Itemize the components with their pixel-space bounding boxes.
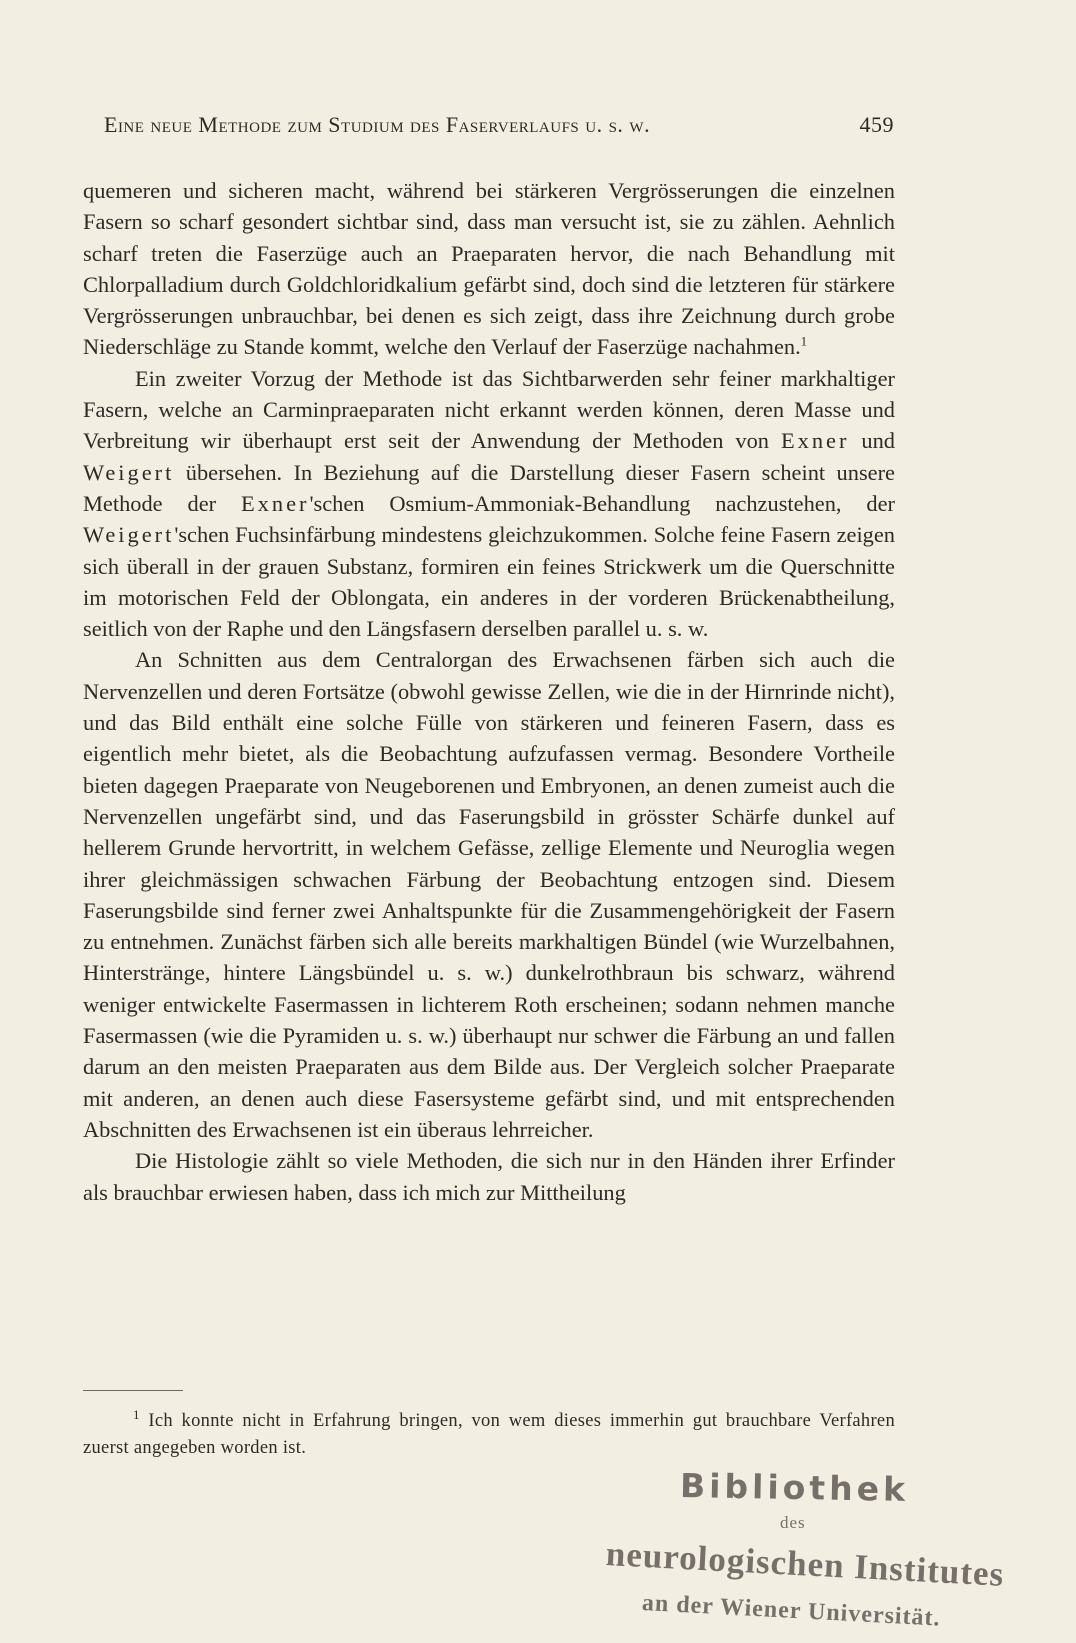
running-header-title: Eine neue Methode zum Studium des Faserverlaufs u. s. w.: [104, 112, 651, 137]
text-segment: 'schen Fuchsinfärbung mindestens gleichzukommen. Solche feine Fasern zeigen sich überall in der grauen Substanz, formiren ein feines Strickwerk um die Querschnitte im motorischen Feld der Oblongata, ein anderes in der vorderen Brückenabtheilung, seitlich von der Raphe und den Längsfasern derselben parallel u. s. w.: [83, 522, 895, 642]
footnote: [83, 1408, 895, 1462]
paragraph: [83, 175, 895, 363]
running-header: [104, 112, 894, 144]
text-segment: Ein zweiter Vorzug der Methode ist das Sichtbarwerden sehr feiner markhaltiger Fasern, welche an Carminpraeparaten nicht erkannt werden können, deren Masse und Verbreitung wir überhaupt erst seit der Anwendung der Methoden von: [83, 365, 895, 454]
text-segment: und: [849, 428, 895, 454]
author-name: Exner: [241, 490, 310, 516]
stamp-line-2: des: [780, 1513, 806, 1532]
body-text: [83, 175, 895, 1208]
text-segment: An Schnitten aus dem Centralorgan des Erwachsenen färben sich auch die Nervenzellen und deren Fortsätze (obwohl gewisse Zellen, wie die in der Hirnrinde nicht), und das Bild enthält eine solche Fülle von stärkeren und feineren Fasern, dass es eigentlich mehr bietet, als die Beobachtung aufzufassen vermag. Besondere Vortheile bieten dagegen Praeparate von Neugeborenen und Embryonen, an denen zumeist auch die Nervenzellen ungefärbt sind, und das Faserungsbild in grösster Schärfe dunkel auf hellerem Grunde hervortritt, in welchem Gefässe, zellige Elemente und Neuroglia wegen ihrer gleichmässigen schwachen Färbung der Beobachtung entzogen sind. Diesem Faserungsbilde sind ferner zwei Anhaltspunkte für die Zusammengehörigkeit der Fasern zu entnehmen. Zunächst färben sich alle bereits markhaltigen Bündel (wie Wurzelbahnen, Hinterstränge, hintere Längsbündel u. s. w.) dunkelrothbraun bis schwarz, während weniger entwickelte Fasermassen in lichterem Roth erscheinen; sodann nehmen manche Fasermassen (wie die Pyramiden u. s. w.) überhaupt nur schwer die Färbung an und fallen darum an den meisten Praeparaten aus dem Bilde aus. Der Vergleich solcher Praeparate mit anderen, an denen auch diese Fasersysteme gefärbt sind, und mit entsprechenden Abschnitten des Erwachsenen ist ein überaus lehrreicher.: [83, 647, 895, 1142]
text-segment: quemeren und sicheren macht, während bei stärkeren Vergrösserungen die einzelnen Fasern so scharf gesondert sichtbar sind, dass man versucht ist, sie zu zählen. Aehnlich scharf treten die Faserzüge auch an Praeparaten hervor, die nach Behandlung mit Chlorpalladium durch Goldchloridkalium gefärbt sind, doch sind die letzteren für stärkere Vergrösserungen unbrauchbar, bei denen es sich zeigt, dass ihre Zeichnung durch grobe Niederschläge zu Stande kommt, welche den Verlauf der Faserzüge nachahmen.: [83, 178, 895, 360]
paragraph: [83, 1145, 895, 1208]
library-stamp: [596, 1468, 1006, 1638]
paragraph: [83, 363, 895, 645]
page-number: 459: [859, 112, 894, 137]
text-segment: Die Histologie zählt so viele Methoden, die sich nur in den Händen ihrer Erfinder als brauchbar erwiesen haben, dass ich mich zur Mittheilung: [83, 1148, 895, 1205]
paragraph: [83, 644, 895, 1145]
author-name: Weigert: [83, 522, 175, 548]
stamp-line-4: an der Wiener Universität.: [641, 1590, 942, 1632]
text-segment: übersehen. In Beziehung auf die Darstellung dieser Fasern scheint unsere Methode der: [83, 459, 895, 516]
author-name: Exner: [780, 428, 850, 454]
text-segment: 'schen Osmium-Ammoniak-Behandlung nachzustehen, der: [309, 490, 895, 516]
footnote-reference: 1: [800, 334, 808, 350]
footnote-divider: [83, 1390, 183, 1391]
stamp-line-1: Bibliothek: [679, 1466, 910, 1509]
footnote-text: Ich konnte nicht in Erfahrung bringen, von wem dieses immerhin gut brauchbare Verfahren zuerst angegeben worden ist.: [83, 1411, 895, 1458]
stamp-line-3: neurologischen Institutes: [605, 1534, 1006, 1594]
author-name: Weigert: [83, 459, 175, 485]
footnote-marker: 1: [133, 1406, 140, 1422]
